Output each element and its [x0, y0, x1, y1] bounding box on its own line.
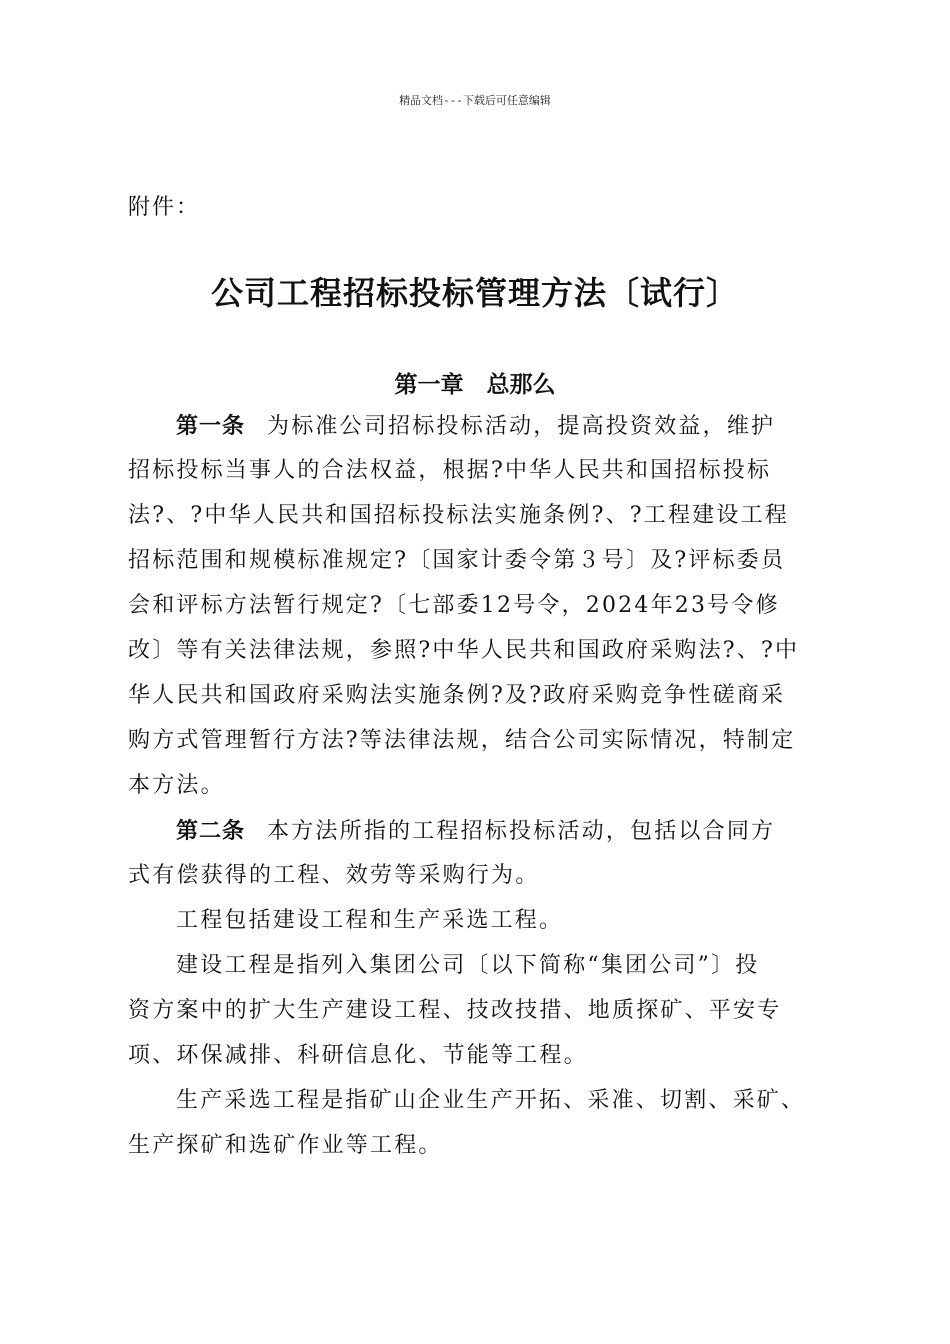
article-2-text: 本方法所指的工程招标投标活动，包括以合同方	[267, 819, 776, 844]
article-1-line: 招标投标当事人的合法权益，根据?中华人民共和国招标投标	[128, 458, 772, 483]
article-1-line: 改〕等有关法律法规，参照?中华人民共和国政府采购法?、?中	[128, 638, 800, 663]
article-2-line: 式有偿获得的工程、效劳等采购行为。	[128, 863, 540, 888]
paragraph-line: 生产采选工程是指矿山企业生产开拓、采准、切割、采矿、	[176, 1088, 806, 1113]
article-1-line: 购方式管理暂行方法?等法律法规，结合公司实际情况，特制定	[128, 728, 796, 753]
paragraph-line: 生产探矿和选矿作业等工程。	[128, 1133, 443, 1158]
article-1-line: 华人民共和国政府采购法实施条例?及?政府采购竞争性磋商采	[128, 683, 786, 708]
article-1-line: 法?、?中华人民共和国招标投标法实施条例?、?工程建设工程	[128, 503, 789, 528]
paragraph-line: 项、环保减排、科研信息化、节能等工程。	[128, 1043, 588, 1068]
document-title: 公司工程招标投标管理方法〔试行〕	[210, 274, 739, 312]
article-2-line	[176, 816, 828, 847]
chapter-heading: 第一章 总那么	[394, 371, 556, 398]
paragraph-line: 工程包括建设工程和生产采选工程。	[176, 908, 564, 933]
article-1-line: 招标范围和规模标准规定?〔国家计委令第３号〕及?评标委员	[128, 548, 786, 573]
article-1-line	[176, 411, 828, 442]
page-header: 精品文档---下载后可任意编辑	[399, 94, 551, 107]
paragraph-line: 资方案中的扩大生产建设工程、技改技措、地质探矿、平安专	[128, 998, 782, 1023]
article-1-label: 第一条	[176, 413, 246, 439]
article-2-label: 第二条	[176, 818, 246, 844]
article-1-line: 本方法。	[128, 773, 225, 798]
article-1-text: 为标准公司招标投标活动，提高投资效益，维护	[267, 414, 776, 439]
article-1-line: 会和评标方法暂行规定?〔七部委12号令，2024年23号令修	[128, 593, 780, 618]
attachment-label: 附件：	[128, 195, 201, 220]
paragraph-line: 建设工程是指列入集团公司〔以下简称“集团公司”〕投	[176, 953, 760, 978]
